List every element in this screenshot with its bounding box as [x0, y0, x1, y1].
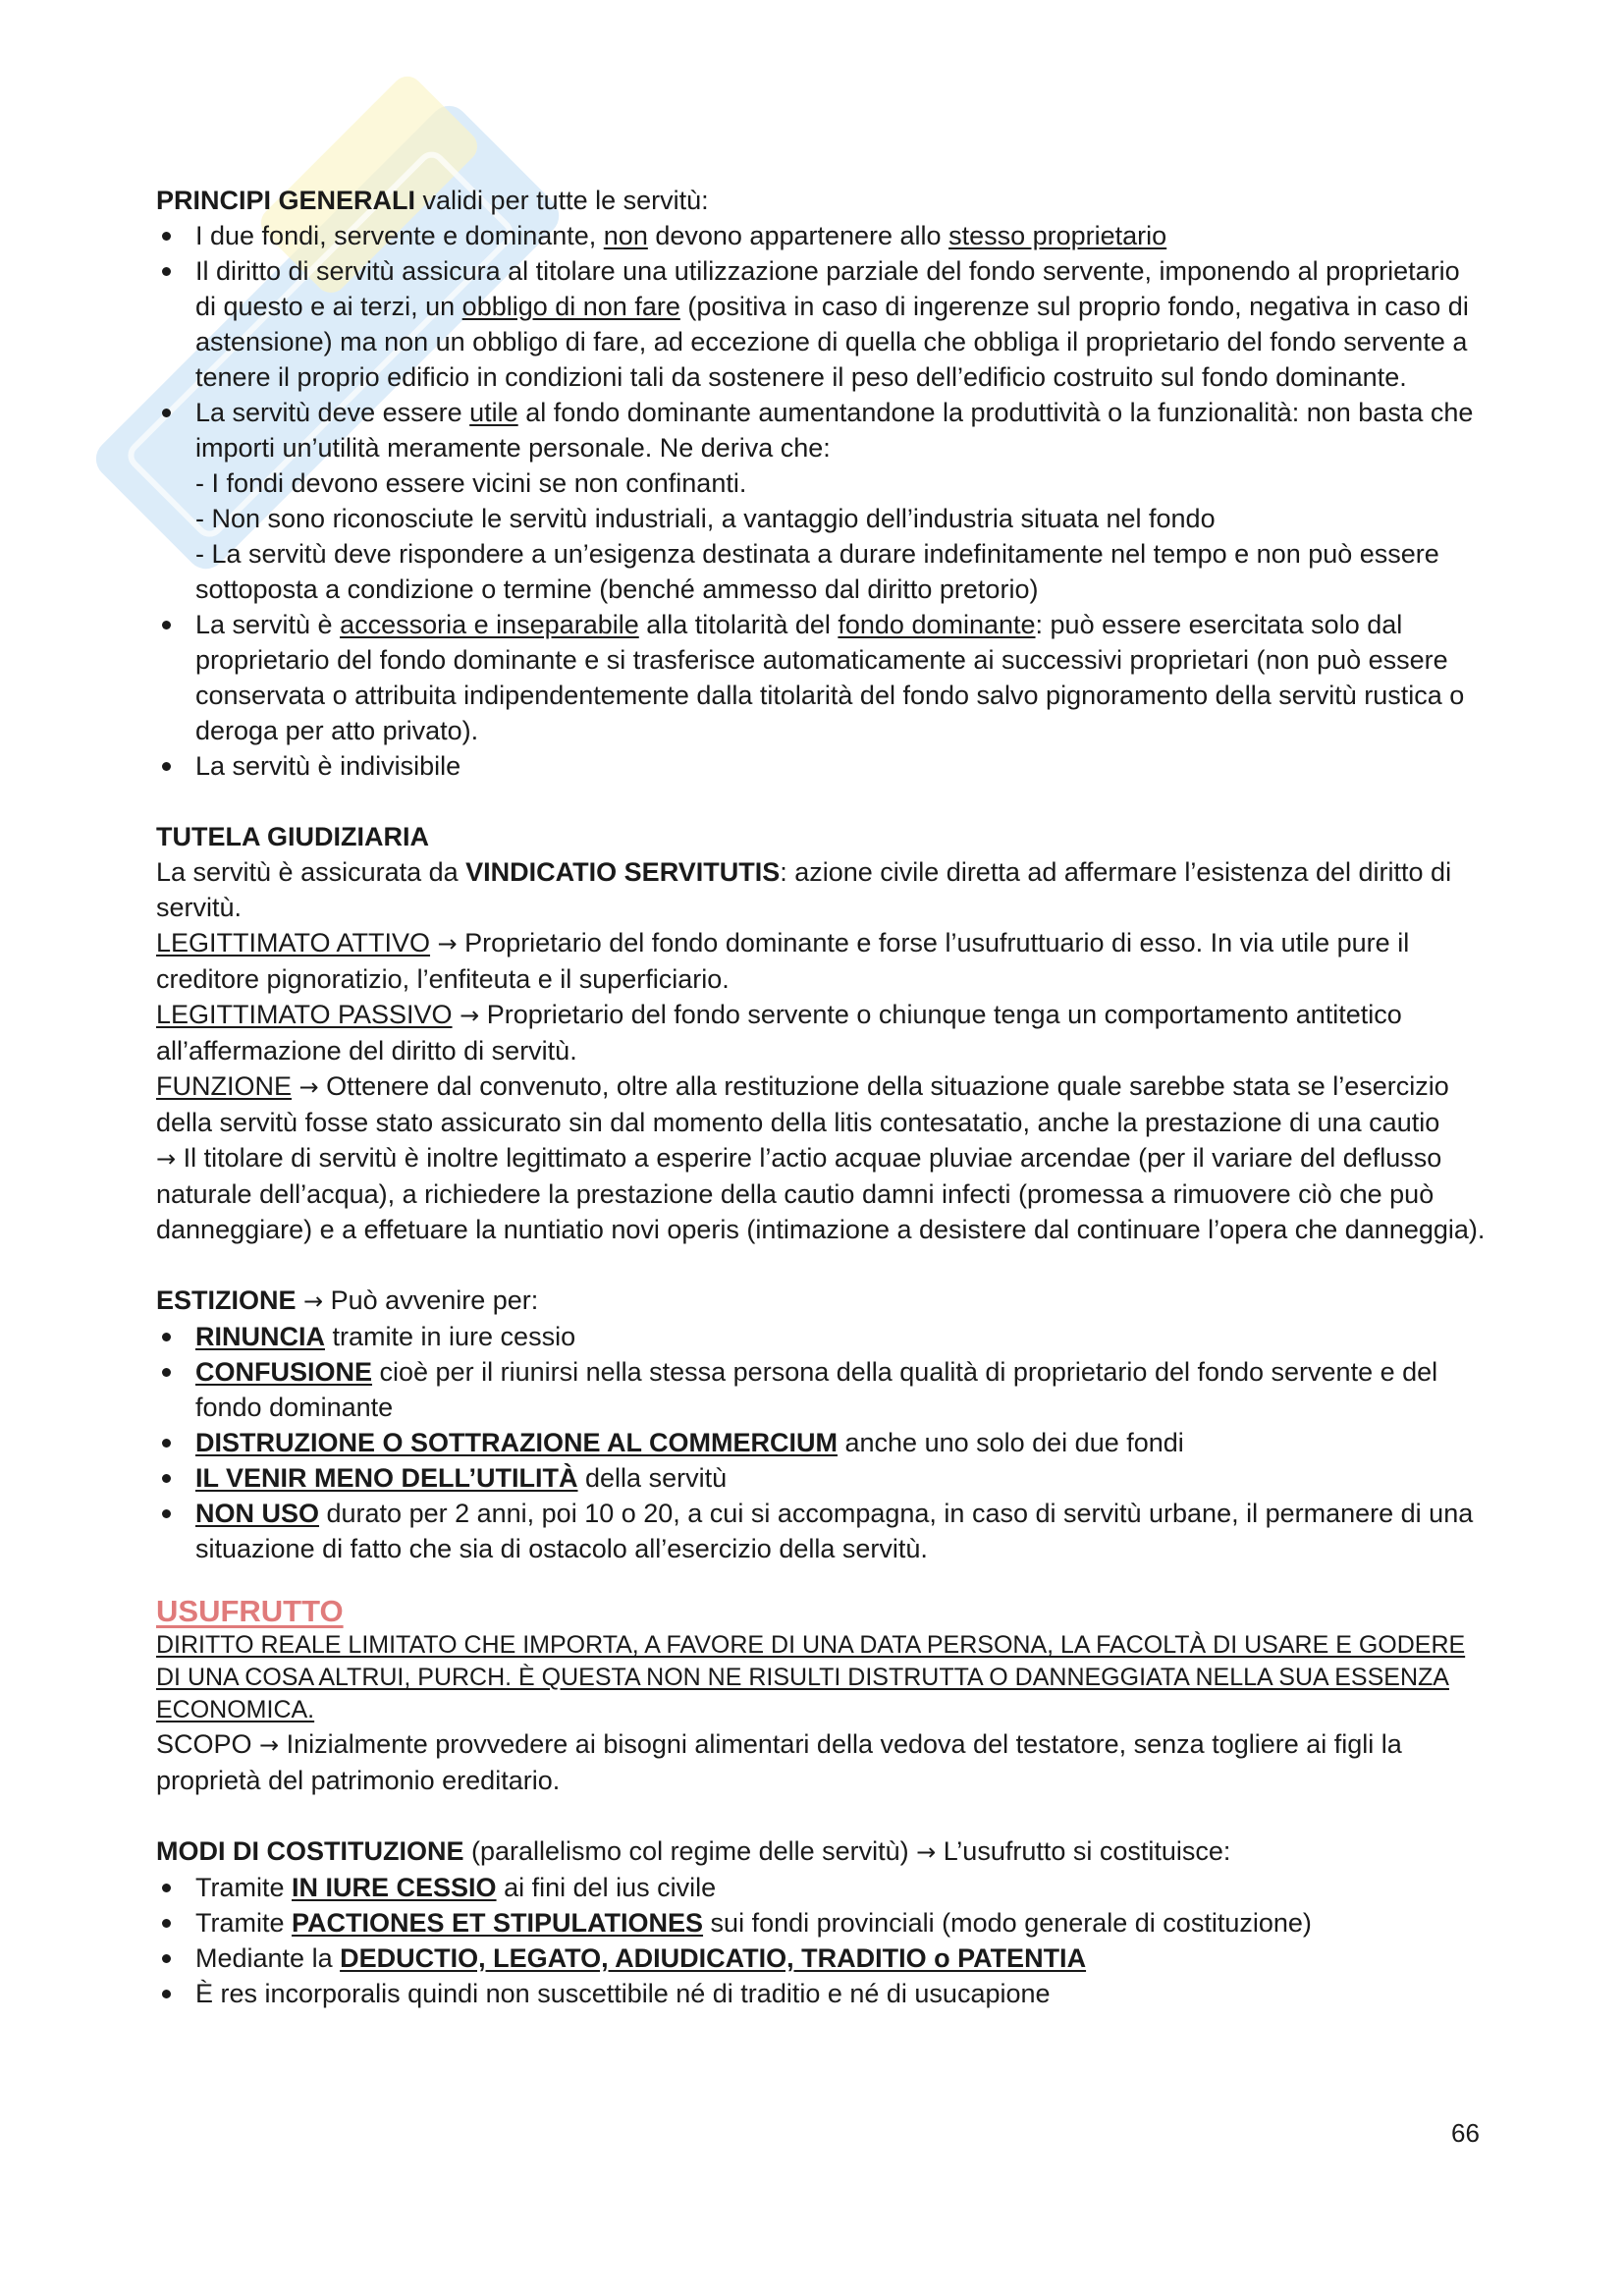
list-item: Tramite PACTIONES ET STIPULATIONES sui fondi provinciali (modo generale di costituzione)	[156, 1905, 1488, 1941]
list-item: Tramite IN IURE CESSIO ai fini del ius civile	[156, 1870, 1488, 1905]
list-item: NON USO durato per 2 anni, poi 10 o 20, a cui si accompagna, in caso di servitù urbane, il permanere di una situazione di fatto che sia di ostacolo all’esercizio della servitù.	[156, 1496, 1488, 1566]
usufrutto-scopo: SCOPO → Inizialmente provvedere ai bisogni alimentari della vedova del testatore, senza togliere ai figli la proprietà del patrimonio ereditario.	[156, 1729, 1402, 1795]
modi-heading: MODI DI COSTITUZIONE	[156, 1836, 464, 1866]
estinzione-heading: ESTIZIONE	[156, 1285, 297, 1315]
list-item: La servitù è accessoria e inseparabile alla titolarità del fondo dominante: può essere esercitata solo dal proprietario del fondo dominante e si trasferisce automaticamente ai successivi proprietari (non può essere conservata o attribuita indipendentemente dalla titolarità del fondo salvo pignoramento della servitù rustica o deroga per atto privato).	[156, 607, 1488, 748]
principi-list	[156, 218, 1488, 784]
list-item: DISTRUZIONE O SOTTRAZIONE AL COMMERCIUM anche uno solo dei due fondi	[156, 1425, 1488, 1460]
list-item: Mediante la DEDUCTIO, LEGATO, ADIUDICATIO, TRADITIO o PATENTIA	[156, 1941, 1488, 1976]
arrow-right-icon: →	[259, 1731, 280, 1759]
legittimato-passivo: LEGITTIMATO PASSIVO → Proprietario del fondo servente o chiunque tenga un comportamento antitetico all’affermazione del diritto di servitù.	[156, 1000, 1402, 1066]
list-item: RINUNCIA tramite in iure cessio	[156, 1319, 1488, 1354]
titolare-servitu: → Il titolare di servitù è inoltre legittimato a esperire l’actio acquae pluviae arcendae (per il variare del deflusso naturale dell’acqua), a richiedere la prestazione della cautio damni infecti (promessa a rimuovere ciò che può danneggiare) e a effetuare la nuntiatio novi operis (intimazione a desistere dal continuare l’opera che danneggia).	[156, 1143, 1486, 1244]
list-item: La servitù deve essere utile al fondo dominante aumentandone la produttività o la funzionalità: non basta che importi un’utilità meramente personale. Ne deriva che: - I fondi devono essere vicini se non confinanti. - Non sono riconosciute le servitù industriali, a vantaggio dell’industria situata nel fondo - La servitù deve rispondere a un’esigenza destinata a durare indefinitamente nel tempo e non può essere sottoposta a condizione o termine (benché ammesso dal diritto pretorio)	[156, 395, 1488, 607]
principi-heading: PRINCIPI GENERALI	[156, 186, 416, 215]
estinzione-list	[156, 1319, 1488, 1566]
tutela-heading: TUTELA GIUDIZIARIA	[156, 822, 429, 851]
estinzione-heading-line: ESTIZIONE → Può avvenire per:	[156, 1285, 539, 1315]
funzione: FUNZIONE → Ottenere dal convenuto, oltre alla restituzione della situazione quale sarebbe stata se l’esercizio della servitù fosse stato assicurato sin dal momento della litis contesatatio, anche la prestazione di una cautio	[156, 1071, 1449, 1137]
modi-heading-line: MODI DI COSTITUZIONE (parallelismo col regime delle servitù) → L’usufrutto si costituisce:	[156, 1836, 1231, 1866]
usufrutto-title: USUFRUTTO	[156, 1594, 344, 1628]
principi-heading-line: PRINCIPI GENERALI validi per tutte le servitù:	[156, 186, 709, 215]
list-item: Il diritto di servitù assicura al titolare una utilizzazione parziale del fondo servente, imponendo al proprietario di questo e ai terzi, un obbligo di non fare (positiva in caso di ingerenze sul proprio fondo, negativa in caso di astensione) ma non un obbligo di fare, ad eccezione di quella che obbliga il proprietario del fondo servente a tenere il proprio edificio in condizioni tali da sostenere il peso dell’edificio costruito sul fondo dominante.	[156, 253, 1488, 395]
arrow-right-icon: →	[916, 1838, 937, 1866]
document-page	[156, 183, 1488, 2011]
list-item: CONFUSIONE cioè per il riunirsi nella stessa persona della qualità di proprietario del fondo servente e del fondo dominante	[156, 1354, 1488, 1425]
arrow-right-icon: →	[156, 1145, 177, 1173]
list-item: IL VENIR MENO DELL’UTILITÀ della servitù	[156, 1460, 1488, 1496]
modi-list	[156, 1870, 1488, 2011]
arrow-right-icon: →	[437, 930, 458, 957]
page-number: 66	[1451, 2118, 1480, 2148]
arrow-right-icon: →	[303, 1287, 324, 1315]
tutela-intro: La servitù è assicurata da VINDICATIO SERVITUTIS: azione civile diretta ad affermare l’esistenza del diritto di servitù.	[156, 857, 1452, 922]
arrow-right-icon: →	[460, 1002, 480, 1029]
list-item: I due fondi, servente e dominante, non devono appartenere allo stesso proprietario	[156, 218, 1488, 253]
list-item: La servitù è indivisibile	[156, 748, 1488, 784]
legittimato-attivo: LEGITTIMATO ATTIVO → Proprietario del fondo dominante e forse l’usufruttuario di esso. In via utile pure il creditore pignoratizio, l’enfiteuta e il superficiario.	[156, 928, 1410, 994]
arrow-right-icon: →	[298, 1073, 319, 1101]
list-item: È res incorporalis quindi non suscettibile né di traditio e né di usucapione	[156, 1976, 1488, 2011]
usufrutto-definition: DIRITTO REALE LIMITATO CHE IMPORTA, A FAVORE DI UNA DATA PERSONA, LA FACOLTÀ DI USARE E GODERE DI UNA COSA ALTRUI, PURCH. È QUESTA NON NE RISULTI DISTRUTTA O DANNEGGIATA NELLA SUA ESSENZA ECONOMICA.	[156, 1631, 1466, 1723]
